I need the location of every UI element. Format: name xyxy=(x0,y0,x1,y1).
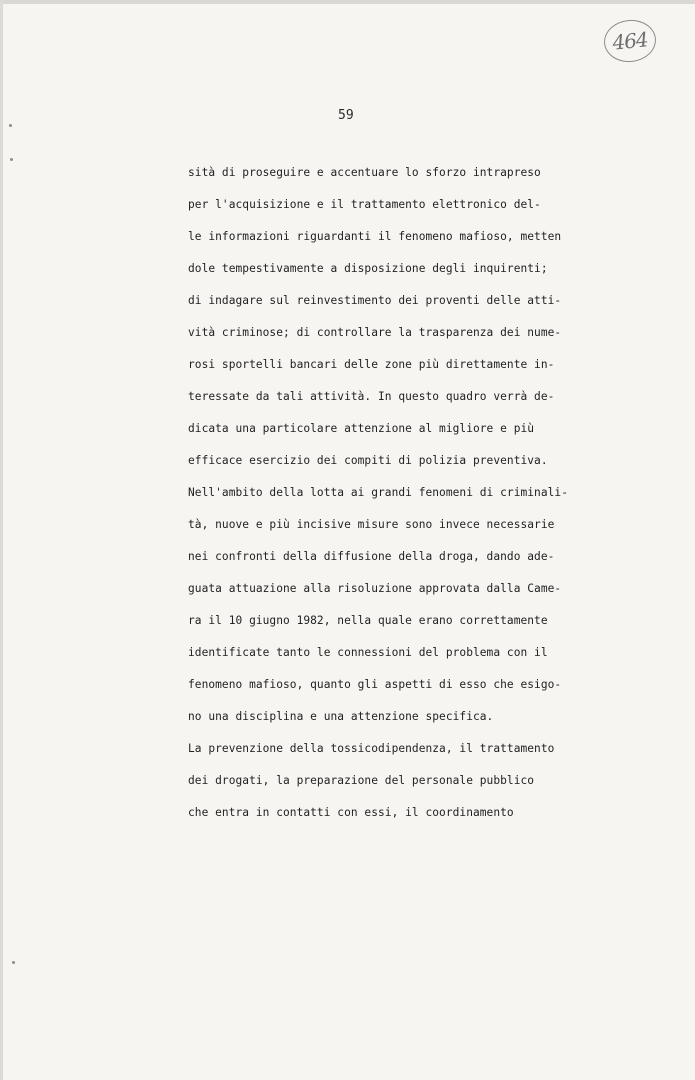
text-line: identificate tanto le connessioni del problema con il xyxy=(188,646,548,659)
text-line: vità criminose; di controllare la trasparenza dei nume- xyxy=(188,326,562,339)
text-line: efficace esercizio dei compiti di polizia preventiva. xyxy=(188,454,548,467)
text-line: dei drogati, la preparazione del personale pubblico xyxy=(188,774,535,787)
text-line: fenomeno mafioso, quanto gli aspetti di esso che esigo- xyxy=(188,678,562,691)
scan-speck xyxy=(9,124,12,127)
text-line: tà, nuove e più incisive misure sono invece necessarie xyxy=(188,518,555,531)
text-line: per l'acquisizione e il trattamento elettronico del- xyxy=(188,198,541,211)
stamp-number: 464 xyxy=(611,27,649,55)
text-line: no una disciplina e una attenzione specifica. xyxy=(188,710,494,723)
text-line: dicata una particolare attenzione al migliore e più xyxy=(188,422,535,435)
text-line: di indagare sul reinvestimento dei proventi delle atti- xyxy=(188,294,562,307)
page-number: 59 xyxy=(338,108,354,123)
text-line: dole tempestivamente a disposizione degli inquirenti; xyxy=(188,262,548,275)
text-line: guata attuazione alla risoluzione approvata dalla Came- xyxy=(188,582,562,595)
scan-speck xyxy=(10,158,13,161)
text-line: La prevenzione della tossicodipendenza, il trattamento xyxy=(188,742,555,755)
text-line: le informazioni riguardanti il fenomeno mafioso, metten xyxy=(188,230,562,243)
text-line: sità di proseguire e accentuare lo sforzo intrapreso xyxy=(188,166,541,179)
scan-speck xyxy=(12,961,15,964)
text-line: che entra in contatti con essi, il coordinamento xyxy=(188,806,514,819)
text-line: ra il 10 giugno 1982, nella quale erano correttamente xyxy=(188,614,548,627)
text-line: nei confronti della diffusione della droga, dando ade- xyxy=(188,550,555,563)
text-line: rosi sportelli bancari delle zone più direttamente in- xyxy=(188,358,555,371)
text-line: teressate da tali attività. In questo quadro verrà de- xyxy=(188,390,555,403)
text-line: Nell'ambito della lotta ai grandi fenomeni di criminali- xyxy=(188,486,568,499)
